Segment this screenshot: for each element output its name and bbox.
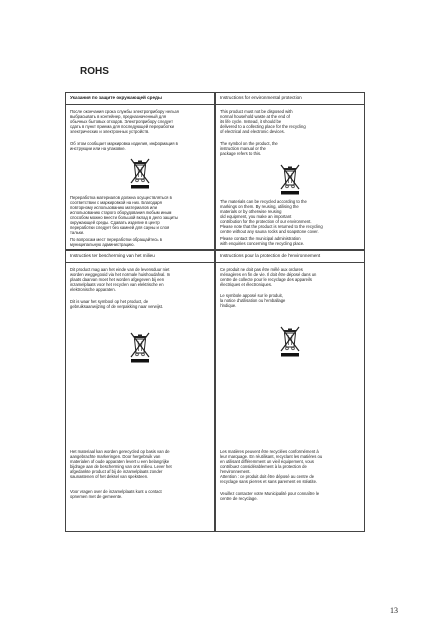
paragraph-symbol: Le symbole apposé sur le produit, la notice d'utilisation ou l'emballage l'indique.	[220, 293, 286, 308]
paragraph-recycling: The materials can be recycled according to the markings on them. By reusing, utilising the materials or by otherwise reusing old equipment, you make an important contribution for the protection of our environment. Please note that the product is returned to the recycling centre without any sauna rocks and soapstone cover.	[220, 199, 323, 234]
paragraph-recycling: Het materiaal kan worden gerecycled op basis van de aangebrachte markeringen. Door hergebruik van materialen of oude apparaten levert u een belangrijke bijdrage aan de bescherming van ons milieu. Lever het afgedankte product af bij de inzamelplaats zonder saunastenen of het deksel van speksteen.	[70, 449, 172, 479]
paragraph-recycling: Les matières peuvent être recyclées conformément à leur marquage. En réutilisant, recyclant les matières ou en utilisant différemment un vieil équipement, vous contribuez considérablement à la protection de l'environnement. Attention : ce produit doit être déposé au centre de recyclage sans pierres et sans parement en stéatite.	[220, 449, 323, 484]
weee-bin-icon	[280, 325, 300, 357]
paragraph-disposal: Ce produit ne doit pas être mêlé aux ordures ménagères en fin de vie. Il doit être déposé dans un centre de collecte pour le recyclage des appareils électriques et électroniques.	[220, 267, 317, 287]
weee-bin-icon	[280, 163, 300, 195]
paragraph-symbol: Об этом сообщает маркировка изделия, информация в инструкции или на упаковке.	[70, 141, 178, 151]
paragraph-disposal: This product must not be disposed with normal household waste at the end of its life cycle. Instead, it should be delivered to a collecting place for the recycling of electrical and electronic devices.	[220, 109, 306, 134]
paragraph-contact: Voor vragen over de inzamelplaats kunt u contact opnemen met de gemeente.	[70, 489, 162, 499]
paragraph-disposal: После окончания срока службы электроприбору нельзя выбрасывать в контейнер, предназначенный для обычных бытовых отходов. Электроприбору следует сдать в пункт приема для последующей переработки электрических и электронных устройств.	[70, 109, 179, 134]
panel-english	[215, 92, 365, 250]
paragraph-contact: Veuillez contacter votre Municipalité pour connaître le centre de recyclage.	[220, 491, 320, 501]
page-title: ROHS	[80, 66, 109, 77]
page-number: 13	[390, 606, 398, 615]
paragraph-recycling: Переработка материалов должна осуществляться в соответствии с маркировкой на них. Благодаря повторному использованию материалов или использованию старого оборудования любым иным способом можно внести большой вклад в дело защиты окружающей среды. Сдавать изделие в центр переработки следует без камней для сауны и слоя тальки.	[70, 195, 178, 235]
paragraph-contact: Please contact the municipal administration with enquiries concerning the recycling place.	[220, 236, 305, 246]
panel-dutch	[65, 250, 215, 532]
weee-bin-icon	[130, 157, 150, 189]
panel-heading: Указания по защите окружающей среды	[66, 93, 214, 105]
panel-heading: Instructions pour la protection de l'environnement	[216, 251, 364, 263]
paragraph-contact: По вопросам мест переработки обращайтесь в муниципальную администрацию.	[70, 237, 162, 247]
paragraph-disposal: Dit product mag aan het einde van de levensduur niet worden weggegooid via het normale huishoudafval. In plaats daarvan moet het worden afgegeven bij een inzamelplaats voor het recyclen van elektrische en elektronische apparaten.	[70, 267, 171, 292]
paragraph-symbol: The symbol on the product, the instruction manual or the package refers to this.	[220, 141, 278, 156]
weee-bin-icon	[130, 331, 150, 363]
paragraph-symbol: Dit is waar het symbool op het product, de gebruiksaanwijzing of de verpakking naar verwijst.	[70, 299, 164, 309]
panel-russian	[65, 92, 215, 250]
panel-french	[215, 250, 365, 532]
panel-heading: Instructies ter bescherming van het milieu	[66, 251, 214, 263]
panel-heading: Instructions for environmental protection	[216, 93, 364, 105]
